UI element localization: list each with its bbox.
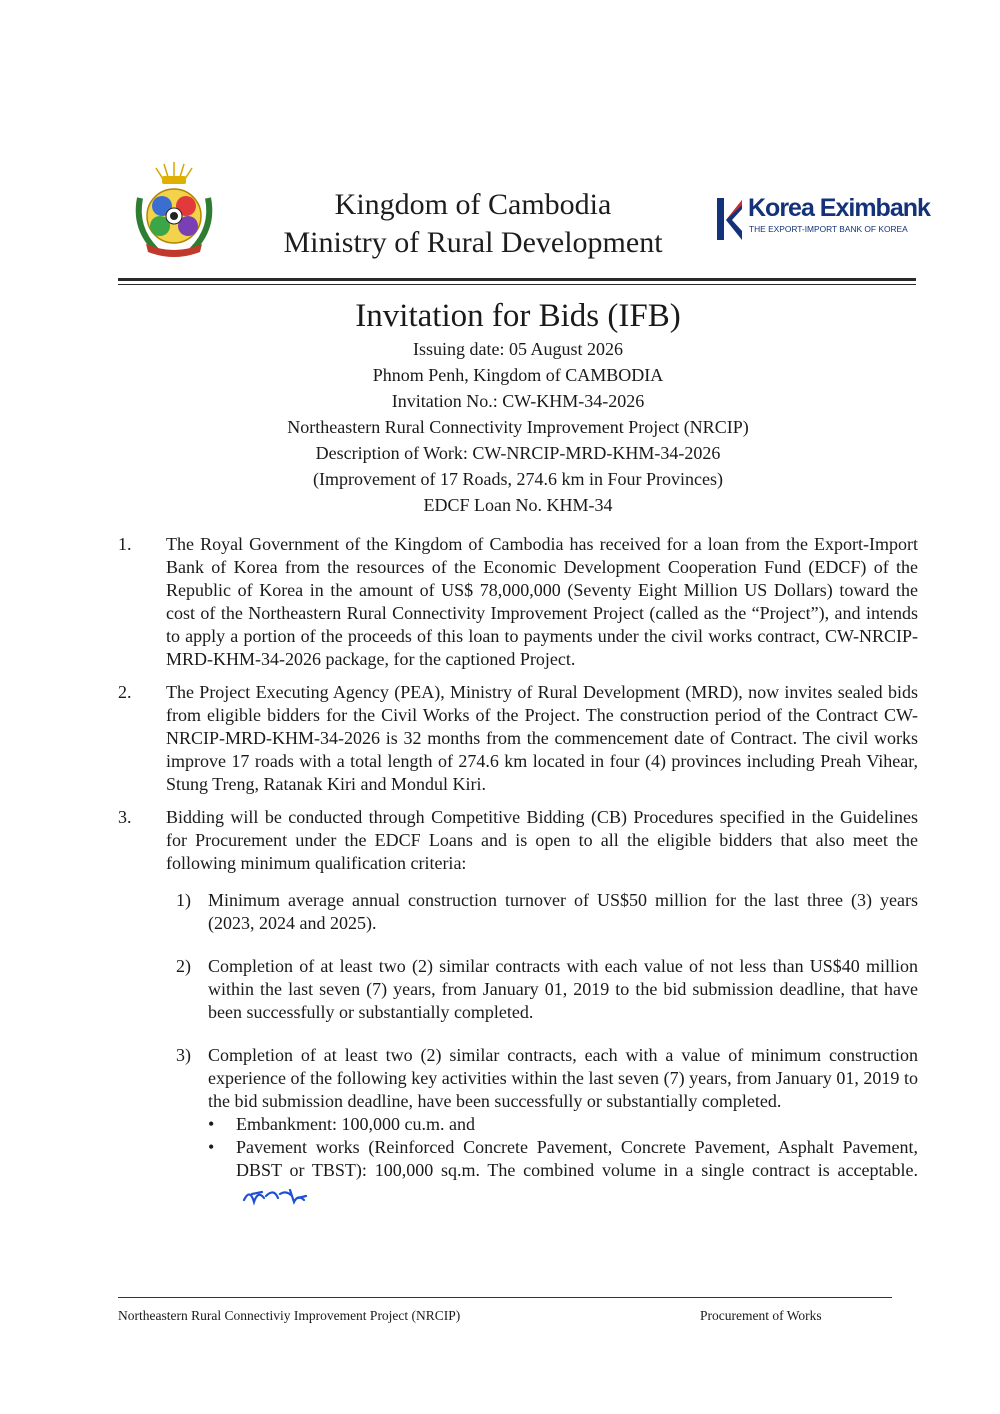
paragraph	[118, 681, 918, 796]
korea-eximbank-logo	[716, 194, 930, 254]
korea-eximbank-logo-icon	[716, 196, 744, 242]
issuing-place: Phnom Penh, Kingdom of CAMBODIA	[372, 365, 664, 385]
project-name: Northeastern Rural Connectivity Improvement Project (NRCIP)	[287, 417, 749, 437]
bullet-item	[118, 1113, 918, 1136]
ministry-line-2: Ministry of Rural Development	[283, 226, 663, 259]
work-description: Description of Work: CW-NRCIP-MRD-KHM-34-2026	[315, 443, 721, 463]
criterion-item	[118, 955, 918, 1024]
paragraph-text: The Royal Government of the Kingdom of Cambodia has received for a loan from the Export-Import Bank of Korea from the resources of the Economic Development Cooperation Fund (EDCF) of the Republic of Korea in the amount of US$ 78,000,000 (Seventy Eight Million US Dollars) toward the cost of the Northeastern Rural Connectivity Improvement Project (called as the “Project”), and intends to apply a portion of the proceeds of this loan to payments under the civil works contract, CW-NRCIP-MRD-KHM-34-2026 package, for the captioned Project.	[166, 534, 918, 669]
document-body	[118, 533, 918, 1208]
loan-number: EDCF Loan No. KHM-34	[423, 495, 613, 515]
bullet-marker: •	[208, 1137, 215, 1157]
ministry-line-1: Kingdom of Cambodia	[334, 188, 612, 221]
paragraph	[118, 533, 918, 671]
criterion-text: Minimum average annual construction turnover of US$50 million for the last three (3) years (2023, 2024 and 2025).	[208, 890, 918, 933]
criterion-item	[118, 889, 918, 935]
header-rule-thin	[118, 284, 916, 285]
paragraph-number: 3.	[118, 807, 132, 827]
bullet-text: Pavement works (Reinforced Concrete Pavement, Concrete Pavement, Asphalt Pavement, DBST or TBST): 100,000 sq.m. The combined volume in a single contract is acceptable.	[236, 1137, 918, 1180]
criterion-text: Completion of at least two (2) similar contracts, each with a value of minimum construction experience of the following key activities within the last seven (7) years, from January 01, 2019 to the bid submission deadline, have been successfully or substantially completed.	[208, 1045, 918, 1111]
work-scope: (Improvement of 17 Roads, 274.6 km in Four Provinces)	[313, 469, 723, 489]
ministry-name	[258, 186, 688, 262]
header-rule	[118, 278, 916, 281]
criterion-number: 2)	[176, 956, 191, 976]
issuing-date: Issuing date: 05 August 2026	[413, 339, 623, 359]
partner-tagline: THE EXPORT-IMPORT BANK OF KOREA	[749, 224, 908, 234]
letterhead	[118, 158, 930, 268]
paragraph-text: The Project Executing Agency (PEA), Ministry of Rural Development (MRD), now invites sealed bids from eligible bidders for the Civil Works of the Project. The construction period of the Contract CW-NRCIP-MRD-KHM-34-2026 is 32 months from the commencement date of Contract. The civil works improve 17 roads with a total length of 274.6 km located in four (4) provinces including Preah Vihear, Stung Treng, Ratanak Kiri and Mondul Kiri.	[166, 682, 918, 794]
footer-project: Northeastern Rural Connectiviy Improvement Project (NRCIP)	[118, 1308, 461, 1323]
paragraph-text: Bidding will be conducted through Competitive Bidding (CB) Procedures specified in the Guidelines for Procurement under the EDCF Loans and is open to all the eligible bidders that also meet the following minimum qualification criteria:	[166, 807, 918, 873]
footer-section: Procurement of Works	[700, 1308, 822, 1323]
bullet-text: Embankment: 100,000 cu.m. and	[236, 1114, 475, 1134]
criterion-number: 1)	[176, 890, 191, 910]
handwritten-initials	[240, 1182, 312, 1208]
bullet-item	[118, 1136, 918, 1208]
title-block	[118, 296, 918, 518]
bullet-marker: •	[208, 1114, 215, 1134]
document-title: Invitation for Bids (IFB)	[355, 298, 681, 334]
criterion-number: 3)	[176, 1045, 191, 1065]
paragraph-number: 2.	[118, 682, 132, 702]
criterion-item	[118, 1044, 918, 1113]
cambodia-mrd-emblem-icon	[126, 158, 222, 262]
invitation-number: Invitation No.: CW-KHM-34-2026	[391, 391, 645, 411]
footer-rule	[118, 1297, 892, 1298]
paragraph	[118, 806, 918, 875]
partner-name: Korea Eximbank	[748, 194, 930, 222]
paragraph-number: 1.	[118, 534, 132, 554]
criterion-text: Completion of at least two (2) similar contracts with each value of not less than US$40 million within the last seven (7) years, from January 01, 2019 to the bid submission deadline, that have been successfully or substantially completed.	[208, 956, 918, 1022]
